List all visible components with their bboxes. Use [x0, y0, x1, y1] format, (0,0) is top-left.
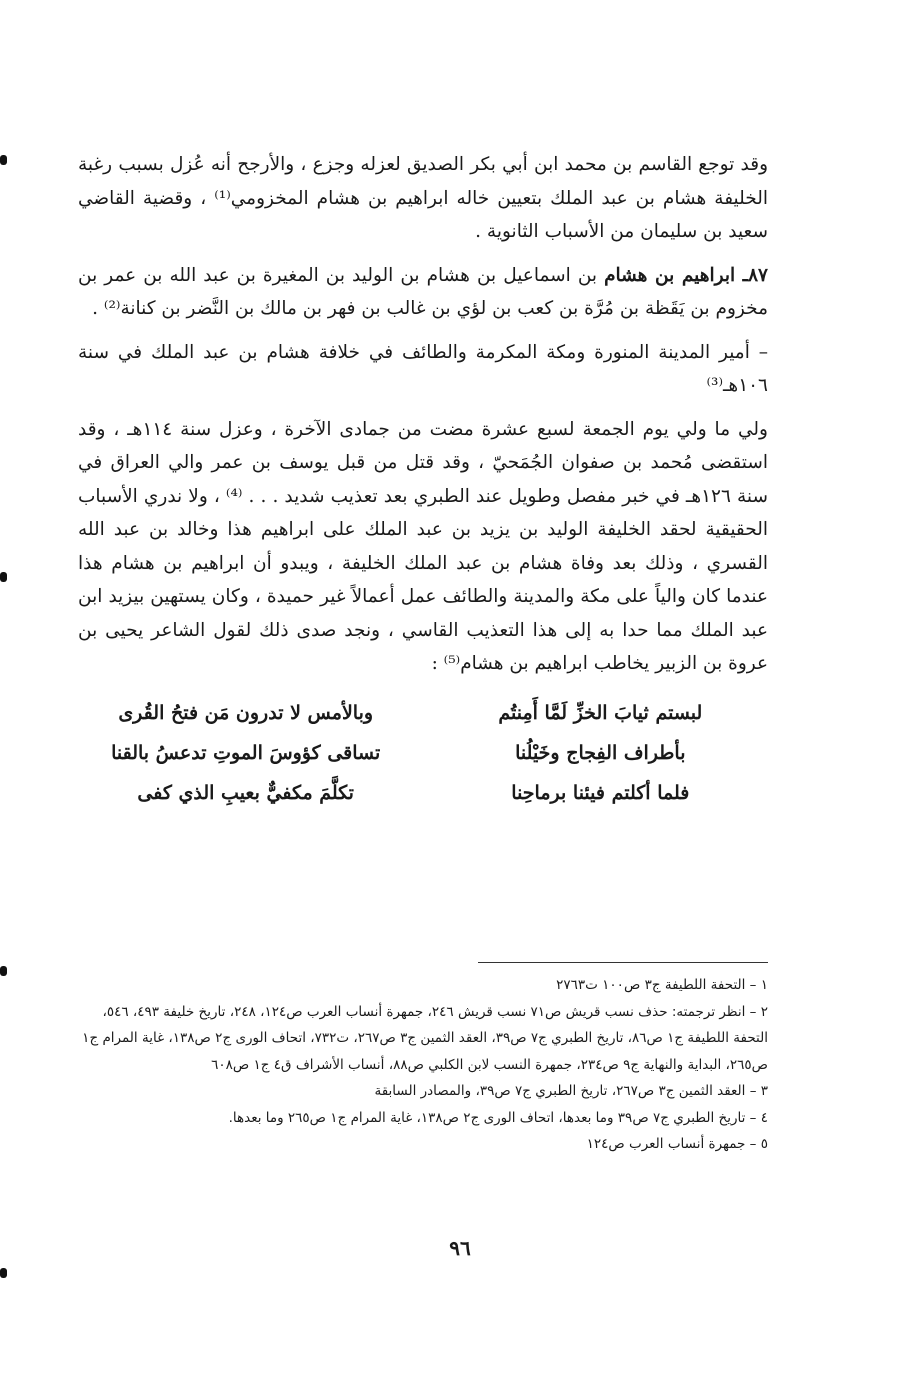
poem-hemistich-first: فلما أكلتم فيئنا برماحِنا — [511, 781, 690, 804]
poem-hemistich-first: بأطراف الفِجاج وخَيْلُنا — [515, 741, 686, 764]
footnote-text: ٣ – العقد الثمين ج٣ ص٢٦٧، تاريخ الطبري ج٧ ص٣٩، والمصادر السابقة — [374, 1083, 768, 1099]
bio-heading: ٨٧ـ ابراهيم بن هشام — [604, 264, 768, 286]
footnote-item — [78, 1105, 768, 1132]
footnote-item — [78, 972, 768, 999]
poem-hemistich-first: لبستم ثيابَ الخزِّ لَمَّا أَمِنتُم — [498, 701, 703, 724]
footnote-item — [78, 999, 768, 1079]
paragraph-biography: ولي ما ولي يوم الجمعة لسبع عشرة مضت من جمادى الآخرة ، وعزل سنة ١١٤هـ ، وقد استقضى مُحمد بن صفوان الجُمَحيّ ، وقد قتل من قبل يوسف بن عمر والي العراق في سنة ١٢٦هـ في خبر مفصل وطويل عند الطبري بعد تعذيب شديد . . . ⁽⁴⁾ ، ولا ندري الأسباب الحقيقية لحقد الخليفة الوليد بن يزيد بن عبد الملك على ابراهيم هذا وخالد بن عبد الله القسري ، وذلك بعد وفاة هشام بن عبد الملك الخليفة ، ويبدو أن ابراهيم بن هشام هذا عندما كان والياً على مكة والمدينة والطائف عمل أعمالاً غير حميدة ، وكان يستهين بيزيد ابن عبد الملك مما حدا به إلى هذا التعذيب القاسي ، ونجد صدى ذلك لقول الشاعر يحيى بن عروة بن الزبير يخاطب ابراهيم بن هشام⁽⁵⁾ : — [78, 418, 768, 674]
footnotes — [78, 972, 768, 1158]
paragraph-title-role: – أمير المدينة المنورة ومكة المكرمة والطائف في خلافة هشام بن عبد الملك في سنة ١٠٦هـ⁽³⁾ — [78, 341, 768, 396]
footnote-separator — [478, 962, 768, 963]
footnote-text: ٥ – جمهرة أنساب العرب ص١٢٤ — [586, 1136, 768, 1152]
poem-verse — [78, 693, 768, 733]
paragraph-intro: وقد توجع القاسم بن محمد ابن أبي بكر الصديق لعزله وجزع ، والأرجح أنه عُزل بسبب رغبة الخليفة هشام بن عبد الملك بتعيين خاله ابراهيم بن هشام المخزومي⁽¹⁾ ، وقضية القاضي سعيد بن سليمان من الأسباب الثانوية . — [78, 154, 768, 242]
poem-verse — [78, 733, 768, 773]
poem-hemistich-second: وبالأمس لا تدرون مَن فتحُ القُرى — [118, 701, 374, 724]
bio-lineage: بن اسماعيل بن هشام بن الوليد بن المغيرة بن عبد الله بن عمر بن مخزوم بن يَقَظة بن مُرَّة بن كعب بن لؤي بن غالب بن فهر بن مالك بن النَّضر بن كنانة⁽²⁾ . — [78, 264, 768, 319]
poem-verse — [78, 773, 768, 813]
footnote-item — [78, 1078, 768, 1105]
page-number: ٩٦ — [449, 1236, 471, 1260]
page-body — [78, 148, 768, 813]
scan-margin-mark — [0, 1268, 7, 1278]
scan-margin-mark — [0, 966, 7, 976]
footnote-item — [78, 1131, 768, 1158]
footnote-text: ١ – التحفة اللطيفة ج٣ ص١٠٠ ت٢٧٦٣ — [556, 977, 768, 993]
bio-entry — [78, 259, 768, 326]
footnote-text: ٢ – انظر ترجمته: حذف نسب قريش ص٧١ نسب قريش ٢٤٦، جمهرة أنساب العرب ص١٢٤، ٢٤٨، تاريخ خليفة ٤٩٣، ٥٤٦، التحفة اللطيفة ج١ ص٨٦، تاريخ الطبري ج٧ ص٣٩، العقد الثمين ج٣ ص٢٦٧، ت٧٣٢، اتحاف الورى ج٢ ص١٣٨، غاية المرام ج١ ص٢٦٥، البداية والنهاية ج٩ ص٢٣٤، جمهرة النسب لابن الكلبي ص٨٨، أنساب الأشراف ق٤ ج١ ص٦٠٨ — [82, 1003, 768, 1073]
scan-margin-mark — [0, 155, 7, 165]
poem — [78, 693, 768, 813]
scan-margin-mark — [0, 572, 7, 582]
footnote-text: ٤ – تاريخ الطبري ج٧ ص٣٩ وما بعدها، اتحاف الورى ج٢ ص١٣٨، غاية المرام ج١ ص٢٦٥ وما بعدها. — [228, 1109, 768, 1126]
poem-hemistich-second: تكلَّمَ مكفيٌّ بعيبِ الذي كفى — [137, 781, 354, 804]
poem-hemistich-second: تساقى كؤوسَ الموتِ تدعسُ بالقنا — [111, 741, 381, 764]
